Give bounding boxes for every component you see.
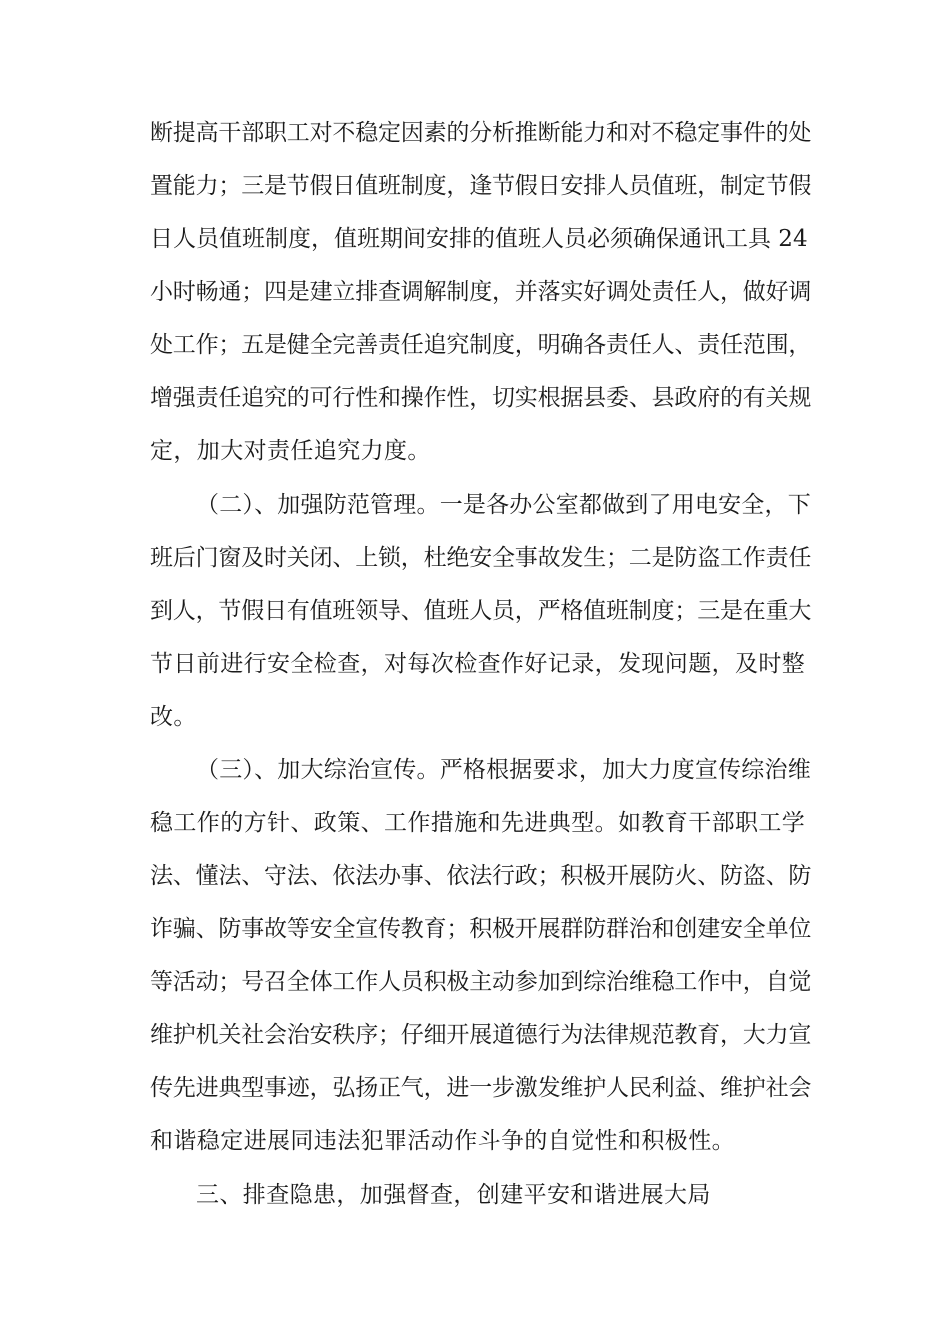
section-heading-three: 三、排查隐患，加强督查，创建平安和谐进展大局 [196,1182,711,1208]
text-line: 传先进典型事迹，弘扬正气，进一步激发维护人民利益、维护社会 [150,1075,812,1101]
text-line: 增强责任追究的可行性和操作性，切实根据县委、县政府的有关规 [150,385,812,411]
text-line: 法、懂法、守法、依法办事、依法行政；积极开展防火、防盗、防 [150,863,812,889]
text-line: 节日前进行安全检查，对每次检查作好记录，发现问题，及时整 [150,651,806,677]
text-line: 到人，节假日有值班领导、值班人员，严格值班制度；三是在重大 [150,598,812,624]
text-line: 和谐稳定进展同违法犯罪活动作斗争的自觉性和积极性。 [150,1128,735,1154]
text-line: 处工作；五是健全完善责任追究制度，明确各责任人、责任范围， [150,332,812,358]
text-line: 稳工作的方针、政策、工作措施和先进典型。如教育干部职工学 [150,810,806,836]
text-line: 班后门窗及时关闭、上锁，杜绝安全事故发生；二是防盗工作责任 [150,545,812,571]
text-line: 断提高干部职工对不稳定因素的分析推断能力和对不稳定事件的处 [150,120,812,146]
text-line: 定，加大对责任追究力度。 [150,438,431,464]
section-heading-3: （三）、加大综治宣传。严格根据要求，加大力度宣传综治维 [196,757,811,783]
text-line: 置能力；三是节假日值班制度，逢节假日安排人员值班，制定节假 [150,173,812,199]
text-line: 小时畅通；四是建立排查调解制度，并落实好调处责任人，做好调 [150,279,812,305]
section-heading-2: （二）、加强防范管理。一是各办公室都做到了用电安全，下 [196,492,811,518]
text-line: 维护机关社会治安秩序；仔细开展道德行为法律规范教育，大力宣 [150,1022,812,1048]
text-line: 日人员值班制度，值班期间安排的值班人员必须确保通讯工具 24 [150,226,808,252]
text-line: 等活动；号召全体工作人员积极主动参加到综治维稳工作中，自觉 [150,969,812,995]
text-line: 改。 [150,704,197,730]
text-line: 诈骗、防事故等安全宣传教育；积极开展群防群治和创建安全单位 [150,916,812,942]
